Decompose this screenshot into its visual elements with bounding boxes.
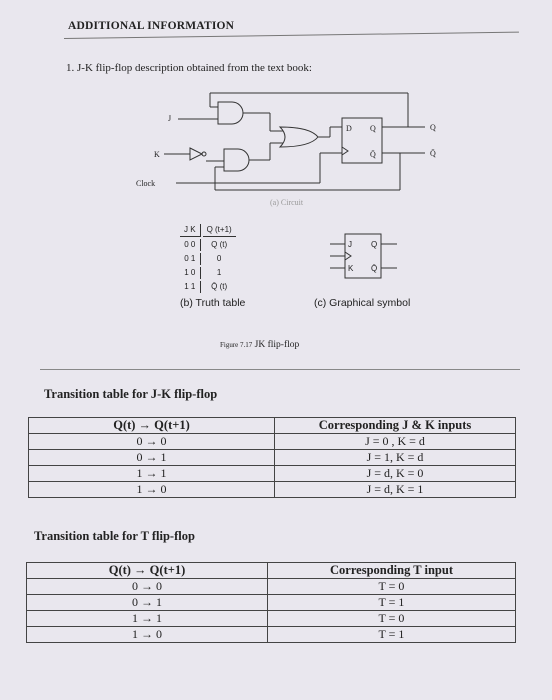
q-output-label: Q [430,123,436,132]
not-gate [190,148,202,160]
symbol-q-label: Q [371,240,378,249]
table-cell: 1 → 1 [29,466,275,482]
table-cell: 0 → 1 [29,450,275,466]
t-header-transition: Q(t) → Q(t+1) [27,563,268,579]
truth-header-q: Q (t+1) [203,224,236,237]
table-cell: T = 0 [268,611,516,627]
symbol-j-label: J [348,240,352,249]
truth-cell: 1 0 [180,267,201,279]
t-transition-title: Transition table for T flip-flop [34,529,195,543]
heading-underline [64,32,519,39]
or-gate [280,127,318,147]
table-cell: J = d, K = 0 [275,466,516,482]
truth-cell: 0 [216,254,222,263]
truth-cell: Q̄ (t) [211,282,228,291]
graphical-symbol-caption: (c) Graphical symbol [314,297,411,309]
truth-cell: 0 0 [180,239,201,251]
figure-number: Figure 7.17 [220,341,253,349]
jk-truth-table [178,222,238,295]
jk-header-inputs: Corresponding J & K inputs [275,418,516,434]
t-transition-table [26,562,516,643]
table-cell: 1 → 1 [27,611,268,627]
q-label: Q [370,124,376,133]
symbol-qbar-label: Q̄ [371,264,378,273]
jk-transition-title: Transition table for J-K flip-flop [44,387,218,401]
table-cell: T = 0 [268,579,516,595]
table-cell: 0 → 0 [29,434,275,450]
j-label: J [168,114,172,123]
truth-cell: Q (t) [211,240,228,249]
jk-header-transition: Q(t) → Q(t+1) [29,418,275,434]
table-cell: 1 → 0 [29,482,275,498]
symbol-k-label: K [348,264,354,273]
and-gate-top [218,102,243,124]
table-cell: J = d, K = 1 [275,482,516,498]
truth-cell: 0 1 [180,253,201,265]
truth-cell: 1 1 [180,281,201,293]
table-cell: T = 1 [268,595,516,611]
table-cell: 1 → 0 [27,627,268,643]
truth-header-jk: J K [180,224,201,237]
page-heading: ADDITIONAL INFORMATION [68,20,235,32]
k-label: K [154,150,160,159]
table-cell: 0 → 0 [27,579,268,595]
qbar-label: Q̄ [370,150,376,159]
jk-transition-table [28,417,516,498]
table-cell: J = 0 , K = d [275,434,516,450]
jk-graphical-symbol [325,232,405,282]
and-gate-bottom [224,149,249,171]
qbar-output-label: Q̄ [430,149,436,158]
figure-caption [220,340,299,350]
jk-circuit-diagram [120,85,450,210]
d-label: D [346,124,352,133]
figure-title: JK flip-flop [254,340,300,350]
caption-a: (a) Circuit [270,198,304,207]
table-cell: T = 1 [268,627,516,643]
clock-label: Clock [136,179,156,188]
truth-cell: 1 [216,268,222,277]
item-1-text: 1. J-K flip-flop description obtained from the text book: [66,62,312,74]
t-header-input: Corresponding T input [268,563,516,579]
truth-table-caption: (b) Truth table [180,297,246,309]
section-divider [40,369,520,370]
table-cell: J = 1, K = d [275,450,516,466]
table-cell: 0 → 1 [27,595,268,611]
